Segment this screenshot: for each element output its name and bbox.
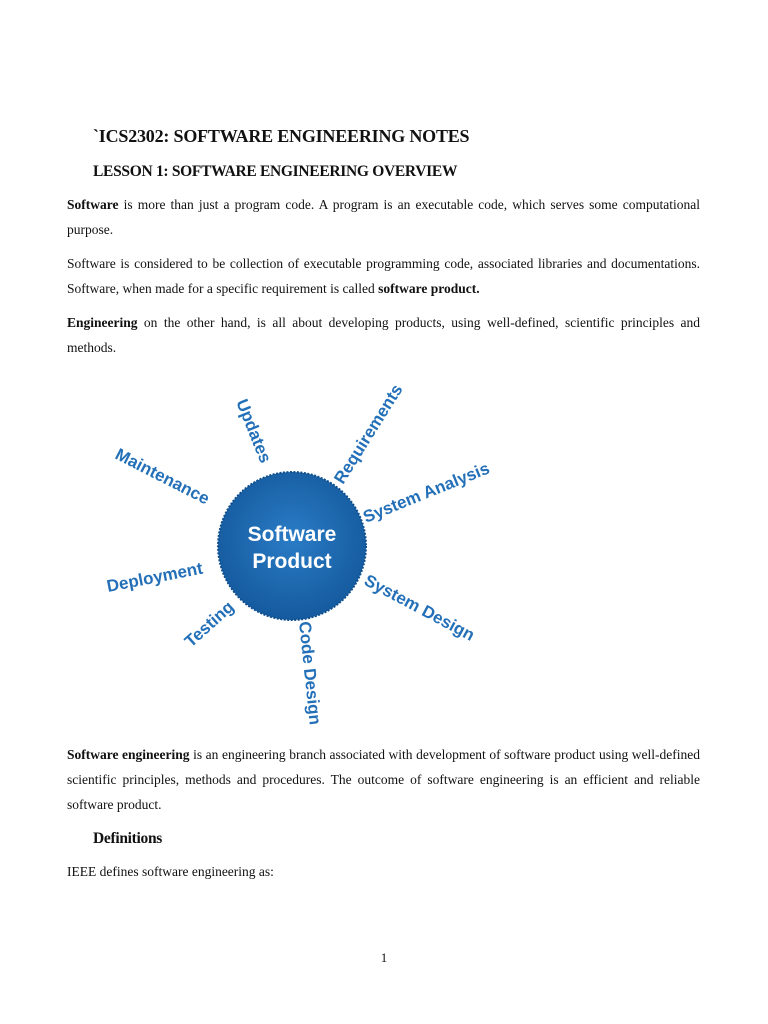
paragraph-ieee: IEEE defines software engineering as: [67,864,274,879]
label-requirements: Requirements [330,380,407,488]
paragraph-engineering-text: on the other hand, is all about developing products, using well-defined, scientific principles and methods. [67,315,700,355]
label-deployment: Deployment [105,558,205,596]
paragraph-software-text: is more than just a program code. A program is an executable code, which serves some computational purpose. [67,197,700,237]
label-system-design: System Design [361,570,478,645]
label-maintenance: Maintenance [112,444,213,509]
center-label-line2: Product [252,550,332,573]
paragraph-software-product [67,251,700,301]
paragraph-software [67,192,700,242]
label-system-analysis: System Analysis [360,458,493,527]
center-circle [218,472,366,620]
term-software: Software [67,197,119,212]
paragraph-engineering [67,310,700,360]
center-label-line1: Software [247,523,337,546]
page-number: 1 [380,950,388,965]
term-engineering: Engineering [67,315,138,330]
paragraph-software-product-text: Software is considered to be collection of executable programming code, associated libraries and documentations. Software, when made for a specific requirement is called [67,256,700,296]
label-updates: Updates [232,396,276,466]
definitions-heading: Definitions [93,830,163,847]
paragraph-software-engineering [67,742,700,817]
label-testing: Testing [180,597,238,651]
term-software-engineering: Software engineering [67,747,190,762]
term-software-product: software product. [378,281,480,296]
paragraph-software-engineering-text: is an engineering branch associated with development of software product using well-defined scientific principles, methods and procedures. The outcome of software engineering is an efficient and reliable software product. [67,747,701,812]
label-code-design: Code Design [295,620,325,726]
document-title: `ICS2302: SOFTWARE ENGINEERING NOTES [93,126,470,146]
diagram-svg [95,370,525,740]
lesson-heading: LESSON 1: SOFTWARE ENGINEERING OVERVIEW [93,163,458,180]
software-product-diagram [95,370,525,740]
